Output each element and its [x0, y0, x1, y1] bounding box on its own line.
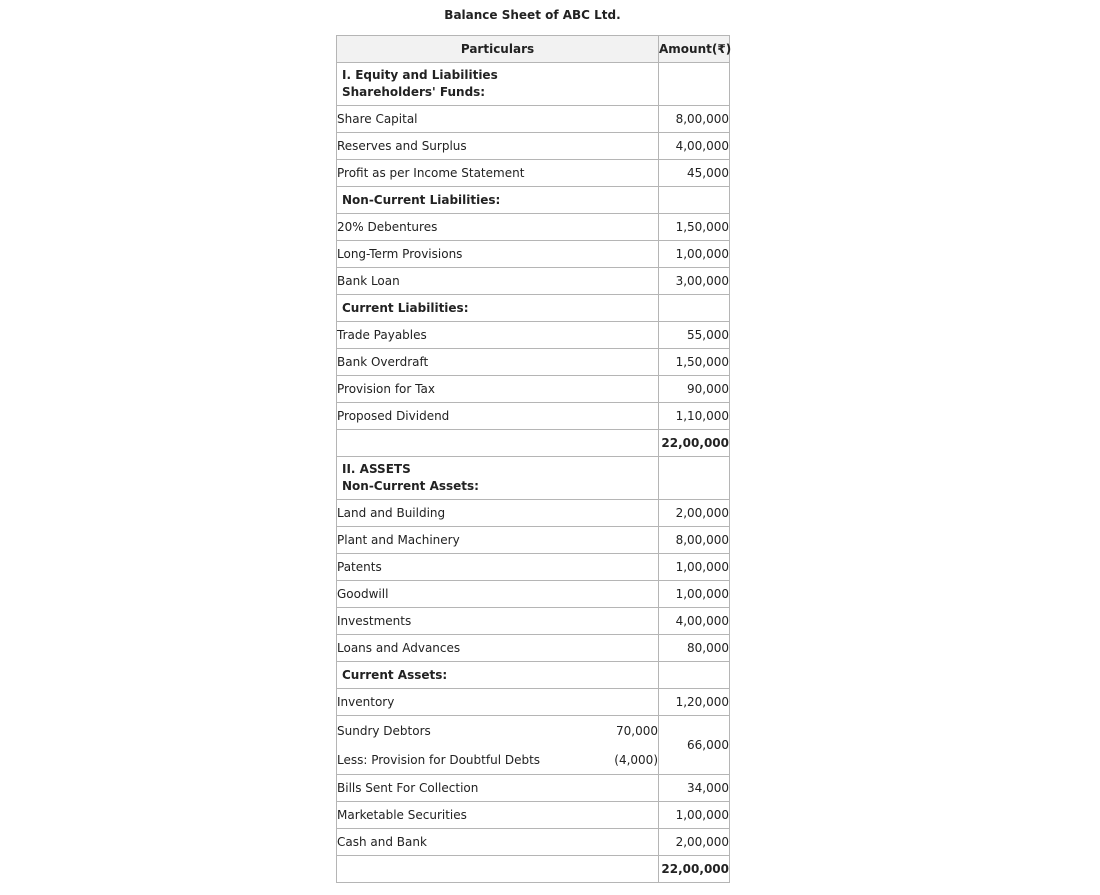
amount-cell [659, 457, 730, 500]
item-label: Proposed Dividend [337, 403, 659, 430]
table-row [337, 527, 730, 554]
section-heading [337, 63, 659, 106]
item-label: Profit as per Income Statement [337, 160, 659, 187]
total-row [337, 430, 730, 457]
item-amount: 1,00,000 [659, 581, 730, 608]
table-row [337, 214, 730, 241]
table-row [337, 689, 730, 716]
item-label: Loans and Advances [337, 635, 659, 662]
total-amount: 22,00,000 [659, 430, 730, 457]
table-row [337, 554, 730, 581]
sub-amount: (4,000) [614, 752, 658, 767]
amount-cell [659, 295, 730, 322]
section-heading [337, 457, 659, 500]
table-row [337, 322, 730, 349]
item-amount: 1,10,000 [659, 403, 730, 430]
page-title: Balance Sheet of ABC Ltd. [444, 8, 621, 22]
total-label-cell [337, 430, 659, 457]
amount-cell [659, 187, 730, 214]
sub-line [337, 745, 658, 774]
total-label-cell [337, 856, 659, 883]
item-label: Share Capital [337, 106, 659, 133]
table-row [337, 268, 730, 295]
item-amount: 66,000 [659, 716, 730, 775]
table-row [337, 775, 730, 802]
item-label: Goodwill [337, 581, 659, 608]
total-amount: 22,00,000 [659, 856, 730, 883]
item-amount: 1,50,000 [659, 349, 730, 376]
section-header-row [337, 63, 730, 106]
amount-cell [659, 63, 730, 106]
item-amount: 2,00,000 [659, 829, 730, 856]
item-label: Trade Payables [337, 322, 659, 349]
sub-label: Less: Provision for Doubtful Debts [337, 752, 541, 767]
table-row [337, 829, 730, 856]
table-header-row [337, 36, 730, 63]
item-label: Plant and Machinery [337, 527, 659, 554]
item-label: Bank Overdraft [337, 349, 659, 376]
item-amount: 45,000 [659, 160, 730, 187]
subsection-title: Shareholders' Funds: [342, 85, 486, 99]
subsection-header-row [337, 662, 730, 689]
sub-line [337, 716, 658, 745]
item-amount: 1,50,000 [659, 214, 730, 241]
debtors-row [337, 716, 730, 775]
item-amount: 4,00,000 [659, 608, 730, 635]
item-label: Bills Sent For Collection [337, 775, 659, 802]
table-row [337, 802, 730, 829]
balance-sheet-table [336, 35, 730, 883]
subsection-title: Non-Current Assets: [342, 479, 479, 493]
table-row [337, 581, 730, 608]
item-label: Patents [337, 554, 659, 581]
item-label: Investments [337, 608, 659, 635]
amount-cell [659, 662, 730, 689]
table-row [337, 500, 730, 527]
section-title: II. ASSETS [342, 462, 411, 476]
subsection-title: Non-Current Liabilities: [337, 187, 659, 214]
section-title: I. Equity and Liabilities [342, 68, 498, 82]
item-amount: 90,000 [659, 376, 730, 403]
item-amount: 1,00,000 [659, 802, 730, 829]
item-amount: 1,00,000 [659, 554, 730, 581]
column-header-particulars: Particulars [337, 36, 659, 63]
item-label: Bank Loan [337, 268, 659, 295]
table-row [337, 241, 730, 268]
subsection-title: Current Assets: [337, 662, 659, 689]
subsection-header-row [337, 295, 730, 322]
item-label: Reserves and Surplus [337, 133, 659, 160]
item-amount: 2,00,000 [659, 500, 730, 527]
item-amount: 4,00,000 [659, 133, 730, 160]
item-label: Provision for Tax [337, 376, 659, 403]
item-label: Land and Building [337, 500, 659, 527]
table-row [337, 403, 730, 430]
table-row [337, 106, 730, 133]
item-label: 20% Debentures [337, 214, 659, 241]
item-amount: 34,000 [659, 775, 730, 802]
item-amount: 8,00,000 [659, 527, 730, 554]
item-amount: 8,00,000 [659, 106, 730, 133]
table-row [337, 160, 730, 187]
item-amount: 1,20,000 [659, 689, 730, 716]
sub-amount: 70,000 [616, 723, 658, 738]
subsection-title: Current Liabilities: [337, 295, 659, 322]
total-row [337, 856, 730, 883]
table-row [337, 133, 730, 160]
debtors-cell [337, 716, 659, 775]
subsection-header-row [337, 187, 730, 214]
table-row [337, 376, 730, 403]
item-label: Long-Term Provisions [337, 241, 659, 268]
table-row [337, 608, 730, 635]
table-row [337, 635, 730, 662]
item-amount: 80,000 [659, 635, 730, 662]
item-label: Inventory [337, 689, 659, 716]
item-amount: 1,00,000 [659, 241, 730, 268]
item-amount: 55,000 [659, 322, 730, 349]
item-label: Cash and Bank [337, 829, 659, 856]
section-header-row [337, 457, 730, 500]
sub-label: Sundry Debtors [337, 723, 431, 738]
item-amount: 3,00,000 [659, 268, 730, 295]
item-label: Marketable Securities [337, 802, 659, 829]
column-header-amount: Amount(₹) [659, 36, 730, 63]
table-row [337, 349, 730, 376]
